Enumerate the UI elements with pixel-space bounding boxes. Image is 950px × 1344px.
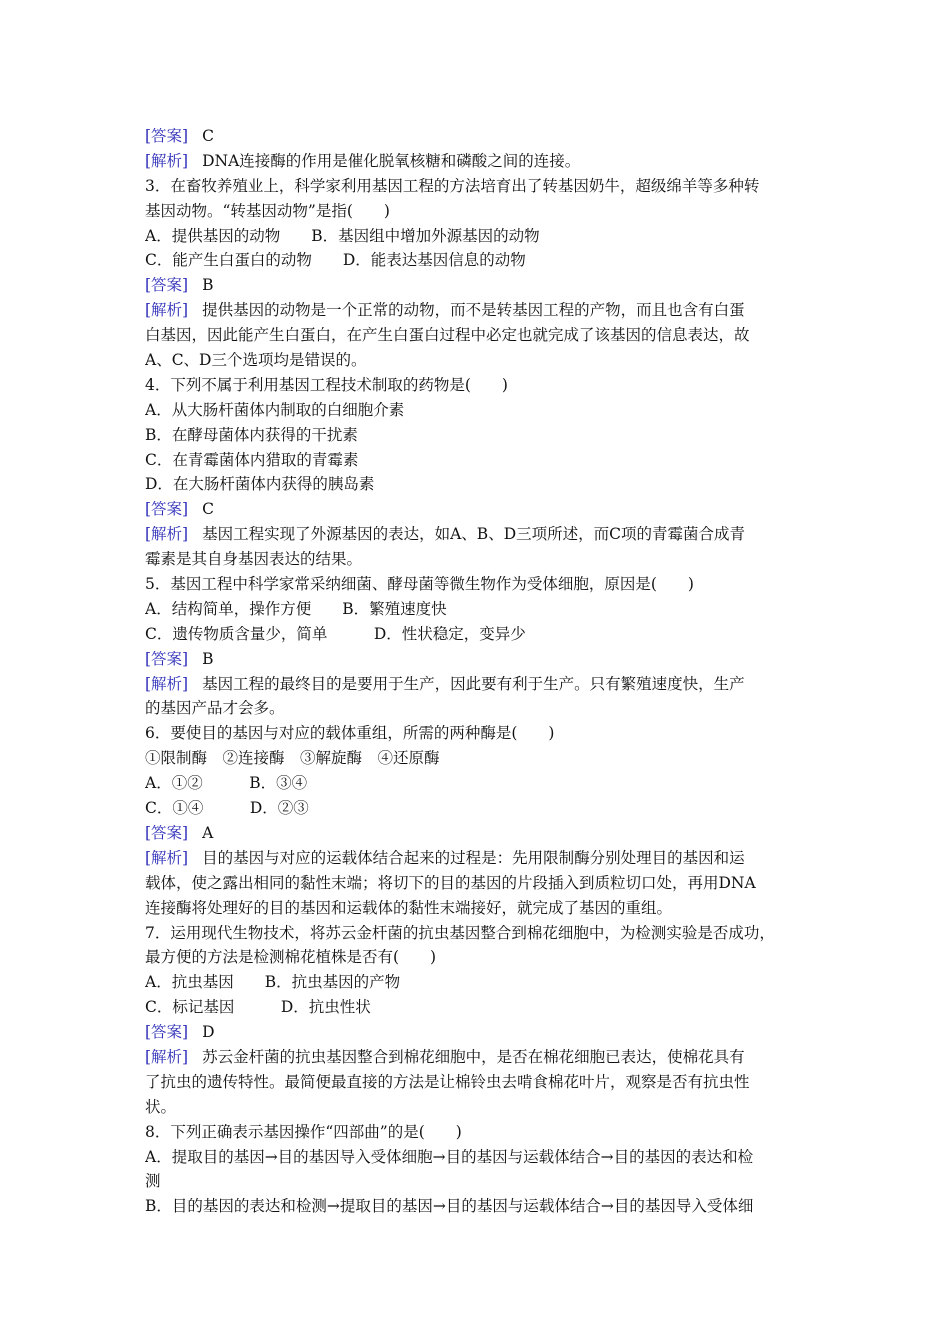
option-line: C．在青霉菌体内猎取的青霉素 — [145, 450, 359, 469]
question-text: 5．基因工程中科学家常采纳细菌、酵母菌等微生物作为受体细胞，原因是( ) — [145, 575, 694, 594]
question-text: 基因动物。“转基因动物”是指( ) — [145, 201, 390, 220]
answer-line — [145, 124, 815, 149]
analysis-text: DNA连接酶的作用是催化脱氧核糖和磷酸之间的连接。 — [202, 151, 581, 170]
analysis-text: 连接酶将处理好的目的基因和运载体的黏性末端接好，就完成了基因的重组。 — [145, 898, 673, 917]
analysis-line — [145, 547, 815, 572]
document-page — [145, 124, 815, 1219]
analysis-label: [解析] — [145, 151, 189, 170]
option-line: A．提取目的基因→目的基因导入受体细胞→目的基因与运载体结合→目的基因的表达和检 — [145, 1147, 754, 1166]
answer-line — [145, 647, 815, 672]
option-line: C．能产生白蛋白的动物 D．能表达基因信息的动物 — [145, 251, 526, 270]
question-text: 8．下列正确表示基因操作“四部曲”的是( ) — [145, 1122, 462, 1141]
analysis-label: [解析] — [145, 848, 189, 867]
option-line: A．从大肠杆菌体内制取的白细胞介素 — [145, 400, 405, 419]
analysis-text: 状。 — [145, 1097, 177, 1116]
analysis-line — [145, 672, 815, 697]
answer-label: [答案] — [145, 649, 189, 668]
analysis-line — [145, 1045, 815, 1070]
analysis-line — [145, 348, 815, 373]
question-text: 7．运用现代生物技术，将苏云金杆菌的抗虫基因整合到棉花细胞中，为检测实验是否成功， — [145, 923, 775, 942]
analysis-label: [解析] — [145, 301, 189, 320]
answer-line — [145, 1020, 815, 1045]
analysis-line — [145, 846, 815, 871]
analysis-text: 的基因产品才会多。 — [145, 699, 285, 718]
answer-value: C — [202, 500, 214, 519]
option-line: B．目的基因的表达和检测→提取目的基因→目的基因与运载体结合→目的基因导入受体细 — [145, 1197, 754, 1216]
answer-value: B — [202, 276, 214, 295]
analysis-text: 了抗虫的遗传特性。最简便最直接的方法是让棉铃虫去啃食棉花叶片，观察是否有抗虫性 — [145, 1072, 750, 1091]
option-line: ①限制酶 ②连接酶 ③解旋酶 ④还原酶 — [145, 749, 440, 768]
analysis-line — [145, 522, 815, 547]
option-line: A．抗虫基因 B．抗虫基因的产物 — [145, 973, 401, 992]
answer-value: A — [202, 823, 214, 842]
analysis-line — [145, 871, 815, 896]
option-line: 测 — [145, 1172, 161, 1191]
option-line: A．提供基因的动物 B．基因组中增加外源基因的动物 — [145, 226, 540, 245]
analysis-line — [145, 696, 815, 721]
analysis-label: [解析] — [145, 525, 189, 544]
analysis-text: 目的基因与对应的运载体结合起来的过程是：先用限制酶分别处理目的基因和运 — [202, 848, 745, 867]
answer-label: [答案] — [145, 500, 189, 519]
analysis-line — [145, 1070, 815, 1095]
option-line: B．在酵母菌体内获得的干扰素 — [145, 425, 358, 444]
answer-value: B — [202, 649, 214, 668]
answer-label: [答案] — [145, 127, 189, 145]
analysis-text: 载体，使之露出相同的黏性末端；将切下的目的基因的片段插入到质粒切口处，再用DNA — [145, 873, 756, 892]
question-text: 3．在畜牧养殖业上，科学家利用基因工程的方法培育出了转基因奶牛，超级绵羊等多种转 — [145, 176, 760, 195]
answer-label: [答案] — [145, 276, 189, 295]
analysis-text: 提供基因的动物是一个正常的动物，而不是转基因工程的产物，而且也含有白蛋 — [202, 301, 745, 320]
analysis-label: [解析] — [145, 1047, 189, 1066]
answer-value: D — [202, 1023, 215, 1042]
option-line: C．①④ D．②③ — [145, 799, 309, 818]
analysis-text: 霉素是其自身基因表达的结果。 — [145, 550, 363, 569]
answer-line — [145, 821, 815, 846]
answer-line — [145, 497, 815, 522]
analysis-text: A、C、D三个选项均是错误的。 — [145, 351, 367, 370]
option-line: C．标记基因 D．抗虫性状 — [145, 998, 371, 1017]
answer-label: [答案] — [145, 823, 189, 842]
analysis-line — [145, 1095, 815, 1120]
analysis-text: 基因工程实现了外源基因的表达，如A、B、D三项所述，而C项的青霉菌合成青 — [202, 525, 745, 544]
question-text: 最方便的方法是检测棉花植株是否有( ) — [145, 948, 437, 967]
option-line: D．在大肠杆菌体内获得的胰岛素 — [145, 475, 375, 494]
analysis-line — [145, 149, 815, 174]
answer-label: [答案] — [145, 1023, 189, 1042]
answer-value: C — [202, 127, 214, 145]
analysis-label: [解析] — [145, 674, 189, 693]
answer-line — [145, 273, 815, 298]
analysis-text: 基因工程的最终目的是要用于生产，因此要有利于生产。只有繁殖速度快，生产 — [202, 674, 745, 693]
option-line: C．遗传物质含量少，简单 D．性状稳定，变异少 — [145, 624, 526, 643]
option-line: A．①② B．③④ — [145, 774, 308, 793]
analysis-text: 白基因，因此能产生白蛋白，在产生白蛋白过程中必定也就完成了该基因的信息表达，故 — [145, 326, 750, 345]
analysis-text: 苏云金杆菌的抗虫基因整合到棉花细胞中，是否在棉花细胞已表达，使棉花具有 — [202, 1047, 745, 1066]
analysis-line — [145, 323, 815, 348]
analysis-line — [145, 298, 815, 323]
question-text: 4．下列不属于利用基因工程技术制取的药物是( ) — [145, 375, 508, 394]
question-text: 6．要使目的基因与对应的载体重组，所需的两种酶是( ) — [145, 724, 555, 743]
analysis-line — [145, 896, 815, 921]
option-line: A．结构简单，操作方便 B．繁殖速度快 — [145, 599, 447, 618]
